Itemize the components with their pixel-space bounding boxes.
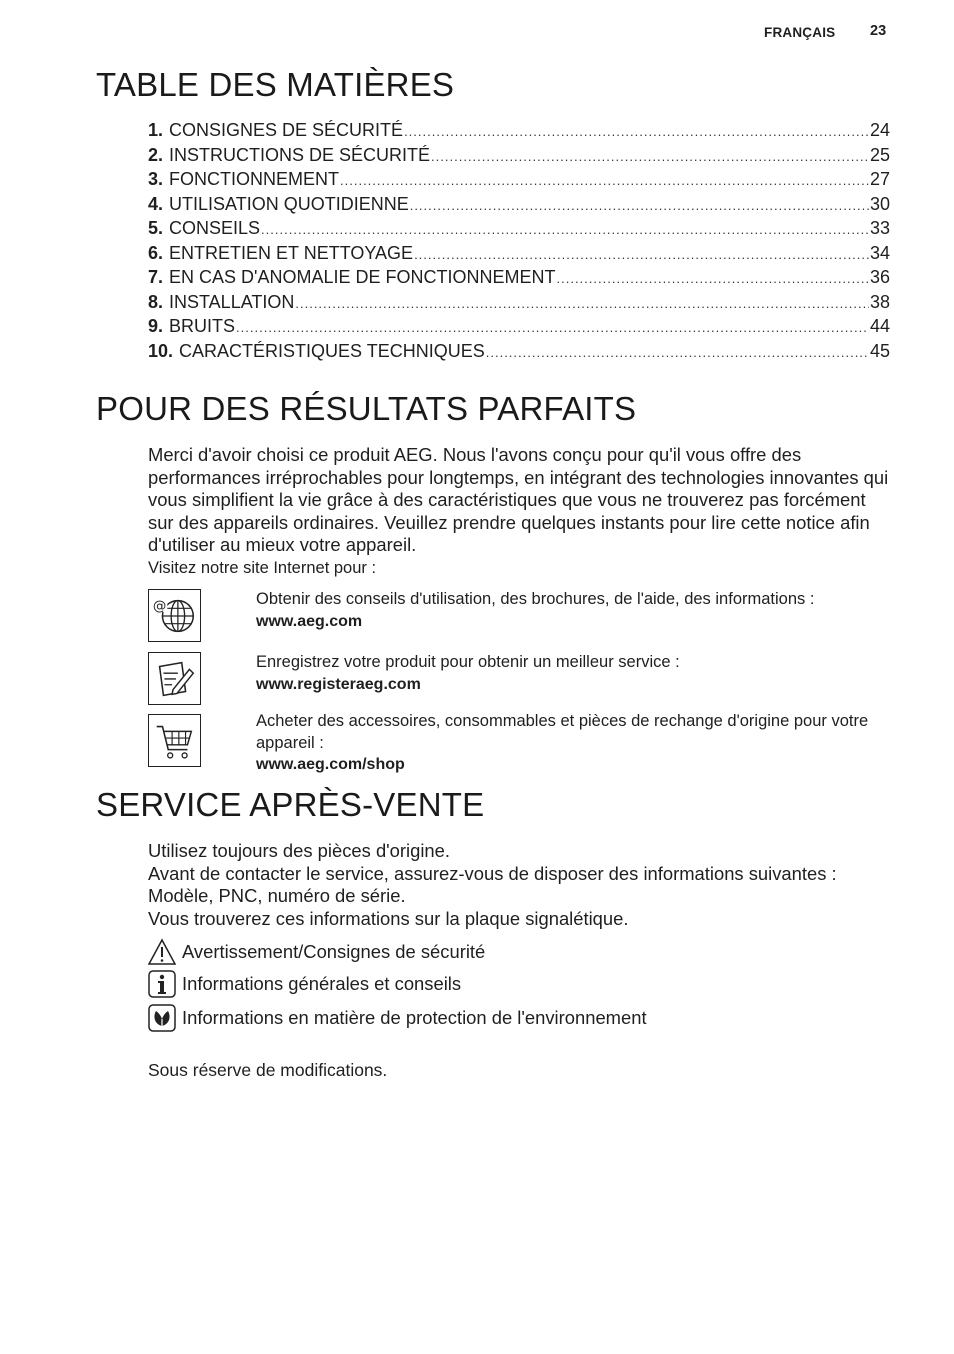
intro-paragraph: Merci d'avoir choisi ce produit AEG. Nous l'avons conçu pour qu'il vous offre des performances irréprochables pour longtemps, en intégrant des technologies innovantes qui vous simplifient la vie grâce à des caractéristiques que vous ne trouverez pas forcément sur des appareils ordinaires. Veuillez prendre quelques instants pour lire cette notice afin d'utiliser au mieux votre appareil. xyxy=(148,444,889,556)
warning-triangle-icon xyxy=(148,938,176,966)
web-link-url[interactable]: www.registeraeg.com xyxy=(256,675,421,693)
toc-entry-label: INSTALLATION xyxy=(169,291,295,312)
toc-leader-dots xyxy=(236,320,869,335)
web-link-text xyxy=(256,711,896,776)
toc-entry[interactable] xyxy=(148,341,890,366)
toc-entry-label: CONSIGNES DE SÉCURITÉ xyxy=(169,120,404,140)
toc-entry-label: UTILISATION QUOTIDIENNE xyxy=(169,193,409,214)
legend-text: Informations en matière de protection de l'environnement xyxy=(182,1007,647,1028)
web-link-description: Enregistrez votre produit pour obtenir un meilleur service : xyxy=(256,653,680,671)
legend-item xyxy=(148,970,461,998)
toc-entry-number: 8. xyxy=(148,291,164,312)
toc-entry-number: 9. xyxy=(148,316,164,336)
legend-item xyxy=(148,1004,647,1032)
toc-entry-number: 2. xyxy=(148,144,164,165)
results-title: POUR DES RÉSULTATS PARFAITS xyxy=(96,390,637,427)
globe-at-icon xyxy=(148,589,201,642)
toc-entry[interactable] xyxy=(148,316,890,341)
toc-entry[interactable] xyxy=(148,194,890,219)
toc-entry-page: 27 xyxy=(869,169,890,189)
toc-entry-page: 34 xyxy=(869,242,890,263)
toc-leader-dots xyxy=(431,149,869,164)
toc-entry[interactable] xyxy=(148,243,890,268)
service-title: SERVICE APRÈS-VENTE xyxy=(96,786,485,823)
toc-entry-page: 44 xyxy=(869,316,890,336)
toc-entry[interactable] xyxy=(148,218,890,243)
toc-entry-page: 24 xyxy=(869,120,890,140)
toc-entry-page: 25 xyxy=(869,144,890,165)
legend-item xyxy=(148,938,485,966)
service-line: Utilisez toujours des pièces d'origine. xyxy=(148,840,450,861)
environment-leaf-icon xyxy=(148,1004,176,1032)
toc-entry-label: ENTRETIEN ET NETTOYAGE xyxy=(169,242,414,263)
service-line: Avant de contacter le service, assurez-vous de disposer des informations suivantes : Modèle, PNC, numéro de série. xyxy=(148,862,837,907)
svg-text:@: @ xyxy=(152,598,167,615)
toc-entry-page: 33 xyxy=(869,218,890,238)
toc-entry-label: CONSEILS xyxy=(169,218,261,238)
web-link-description: Obtenir des conseils d'utilisation, des brochures, de l'aide, des informations : xyxy=(256,590,815,608)
shopping-cart-icon xyxy=(148,714,201,767)
toc-entry-number: 5. xyxy=(148,218,164,238)
toc-entry[interactable] xyxy=(148,145,890,170)
toc-leader-dots xyxy=(261,222,869,237)
toc-entry-page: 36 xyxy=(869,267,890,287)
visit-label: Visitez notre site Internet pour : xyxy=(148,559,377,577)
toc-leader-dots xyxy=(404,124,869,139)
toc-leader-dots xyxy=(340,173,869,188)
toc-entry-number: 10. xyxy=(148,340,174,361)
service-paragraph xyxy=(148,840,893,930)
toc-entry-page: 38 xyxy=(869,291,890,312)
toc-entry-number: 6. xyxy=(148,242,164,263)
toc-leader-dots xyxy=(486,345,869,360)
legend-text: Informations générales et conseils xyxy=(182,973,462,994)
toc-leader-dots xyxy=(557,271,869,286)
toc-leader-dots xyxy=(410,198,869,213)
web-link-url[interactable]: www.aeg.com/shop xyxy=(256,756,405,773)
toc-leader-dots xyxy=(295,296,869,311)
toc-entry[interactable] xyxy=(148,169,890,194)
service-line: Vous trouverez ces informations sur la plaque signalétique. xyxy=(148,907,629,929)
register-pen-icon xyxy=(148,652,201,705)
toc-entry-label: FONCTIONNEMENT xyxy=(169,169,340,189)
toc-title: TABLE DES MATIÈRES xyxy=(96,66,455,103)
web-link-description: Acheter des accessoires, consommables et pièces de rechange d'origine pour votre appareil : xyxy=(256,712,869,752)
language-label: FRANÇAIS xyxy=(764,25,836,40)
toc-entry[interactable] xyxy=(148,292,890,317)
toc-entry-number: 4. xyxy=(148,193,164,214)
toc-entry-page: 45 xyxy=(869,340,890,361)
toc-entry-number: 7. xyxy=(148,267,164,287)
toc-entry[interactable] xyxy=(148,120,890,145)
info-icon xyxy=(148,970,176,998)
toc-leader-dots xyxy=(414,247,869,262)
web-link-text xyxy=(256,589,896,632)
web-link-url[interactable]: www.aeg.com xyxy=(256,612,363,630)
toc-entry[interactable] xyxy=(148,267,890,292)
toc-entry-page: 30 xyxy=(869,193,890,214)
legend-text: Avertissement/Consignes de sécurité xyxy=(182,941,486,962)
toc-entry-label: EN CAS D'ANOMALIE DE FONCTIONNEMENT xyxy=(169,267,556,287)
page-number: 23 xyxy=(870,23,887,39)
table-of-contents xyxy=(148,120,890,365)
web-link-text xyxy=(256,652,896,695)
footnote: Sous réserve de modifications. xyxy=(148,1060,388,1080)
toc-entry-number: 3. xyxy=(148,169,164,189)
toc-entry-label: INSTRUCTIONS DE SÉCURITÉ xyxy=(169,144,431,165)
toc-entry-label: CARACTÉRISTIQUES TECHNIQUES xyxy=(179,340,485,361)
toc-entry-number: 1. xyxy=(148,120,164,140)
toc-entry-label: BRUITS xyxy=(169,316,236,336)
